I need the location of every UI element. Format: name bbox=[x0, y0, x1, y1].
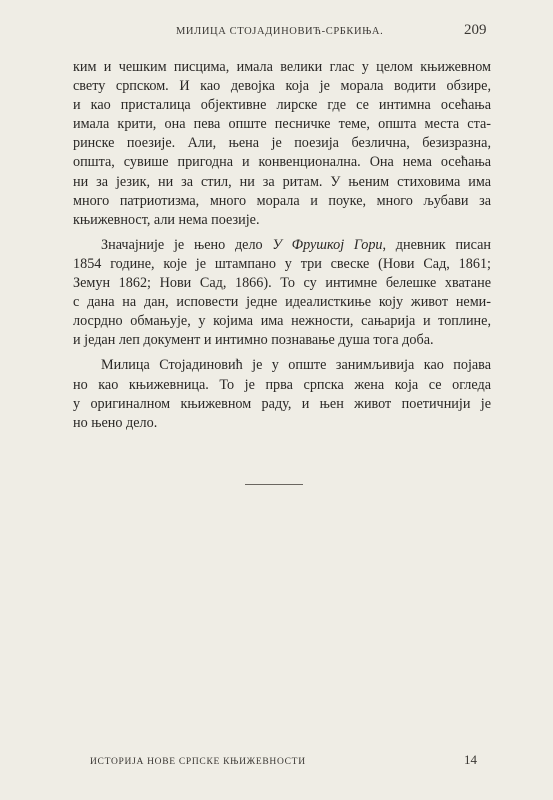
text-line bbox=[73, 236, 491, 255]
running-head: МИЛИЦА СТОЈАДИНОВИЋ-СРБКИЊА. bbox=[176, 26, 384, 37]
text-line: свету српском. И као девојка која је морала водити обзире, bbox=[73, 78, 491, 95]
text-line: и као присталица објективне лирске где се интимна осећања bbox=[73, 97, 491, 114]
text-line: ни за језик, ни за стил, ни за ритам. У њеним стиховима има bbox=[73, 173, 491, 190]
text-line: у оригиналном књижевном раду, и њен живот поетичнији је bbox=[73, 395, 491, 412]
paragraph-2 bbox=[73, 236, 491, 351]
paragraph-1 bbox=[73, 58, 491, 230]
text-line: с дана на дан, исповести једне идеалисткиње коју живот неми- bbox=[73, 294, 491, 311]
text-line: Земун 1862; Нови Сад, 1866). То су интимне белешке хватане bbox=[73, 275, 491, 292]
page-number: 209 bbox=[464, 22, 487, 38]
text-line: ринске поезије. Али, њена је поезија безлична, безизразна, bbox=[73, 135, 491, 152]
text-line: много патриотизма, много морала и поуке, много љубави за bbox=[73, 192, 491, 209]
text-line: општа, сувише пригодна и конвенционална. Она нема осећања bbox=[73, 154, 491, 171]
text-line: лосрдно обмањује, у којима има нежности, сањарија и топлине, bbox=[73, 313, 491, 330]
text-fragment: , дневник писан bbox=[382, 236, 491, 253]
body-text bbox=[73, 58, 491, 433]
text-line: ким и чешким писцима, имала велики глас у целом књижевном bbox=[73, 59, 491, 75]
section-divider bbox=[245, 484, 303, 485]
text-line: но као књижевница. То је прва српска жена која се огледа bbox=[73, 376, 491, 393]
text-line: књижевност, али нема поезије. bbox=[73, 211, 260, 228]
footer-sheet-number: 14 bbox=[464, 752, 477, 767]
text-line: и један леп документ и интимно познавање душа тога доба. bbox=[73, 332, 434, 349]
book-title: У Фрушкој Гори bbox=[272, 236, 383, 253]
footer-signature: ИСТОРИЈА НОВЕ СРПСКЕ КЊИЖЕВНОСТИ bbox=[90, 757, 306, 767]
text-line: 1854 године, које је штампано у три свеске (Нови Сад, 1861; bbox=[73, 255, 491, 272]
text-fragment: Значајније је њено дело bbox=[101, 236, 273, 253]
text-line: но њено дело. bbox=[73, 414, 158, 431]
paragraph-3 bbox=[73, 356, 491, 432]
text-line: Милица Стојадиновић је у опште занимљивија као појава bbox=[101, 357, 491, 374]
text-line: имала крити, она пева опште песничке теме, општа места ста- bbox=[73, 116, 491, 133]
